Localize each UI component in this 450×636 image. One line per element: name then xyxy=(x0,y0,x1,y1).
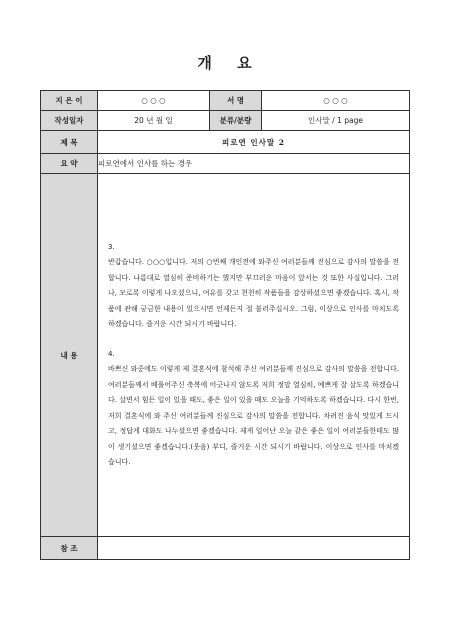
reference-label: 참 조 xyxy=(41,537,98,560)
summary-value: 피로연에서 인사를 하는 경우 xyxy=(98,154,410,174)
summary-label: 요 약 xyxy=(41,154,98,174)
subject-label: 제 목 xyxy=(41,131,98,154)
category-value: 인사말 / 1 page xyxy=(262,111,410,131)
document-title: 개 요 xyxy=(197,54,253,72)
category-label: 분류/분량 xyxy=(210,111,262,131)
content-body xyxy=(98,174,410,537)
author-label: 지 은 이 xyxy=(41,91,98,111)
overview-form xyxy=(40,90,410,560)
reference-value xyxy=(98,537,410,560)
subject-value: 피로연 인사말 2 xyxy=(98,131,410,154)
date-value: 20 년 월 일 xyxy=(98,111,210,131)
content-label: 내 용 xyxy=(41,174,98,537)
paragraph-2-number: 4. xyxy=(108,349,115,358)
paragraph-1-text: 반갑습니다. ○○○입니다. 저의 ○번째 개인전에 와주신 여러분들께 진심으로 감사의 말씀을 전합니다. 나름대로 열심히 준비하기는 했지만 부끄러운 마음이 앞서는 것 또한 사실입니다. 그러나, 모로록 이렇게 나오셨으니, 여유를 갖고 천천히 작품들을 감상하셨으면 좋겠습니다. 혹시, 작품에 관해 궁금한 내용이 있으시면 언제든지 절 불러주십시오. 그럼, 이상으로 인사를 마치도록 하겠습니다. 즐거운 시간 되시기 바랍니다. xyxy=(108,258,399,328)
paragraph-2-text: 바쁘신 와중에도 이렇게 제 결혼식에 참석해 주신 여러분들께 진심으로 감사의 말씀을 전합니다. 여러분들께서 베풀어주신 축복에 어긋나지 않도록 저희 정말 열심히, 예쁘게 잘 살도록 하겠습니다. 살면서 힘든 일이 있을 때도, 좋은 일이 있을 때도 오늘을 기억하도록 하겠습니다. 다시 한번, 저희 결혼식에 와 주신 여러분들께 진심으로 감사의 말씀을 전합니다. 차려진 음식 맛있게 드시고, 정답게 대화도 나누셨으면 좋겠습니다. 제게 일어난 오늘 같은 좋은 일이 여러분들한테도 많이 생기셨으면 좋겠습니다.(웃음) 부디, 즐거운 시간 되시기 바랍니다. 이상으로 인사를 마치겠습니다. xyxy=(108,365,399,466)
date-label: 작성일자 xyxy=(41,111,98,131)
signature-value: ○ ○ ○ xyxy=(262,91,410,111)
signature-label: 서 명 xyxy=(210,91,262,111)
paragraph-1-number: 3. xyxy=(108,242,115,251)
author-value: ○ ○ ○ xyxy=(98,91,210,111)
